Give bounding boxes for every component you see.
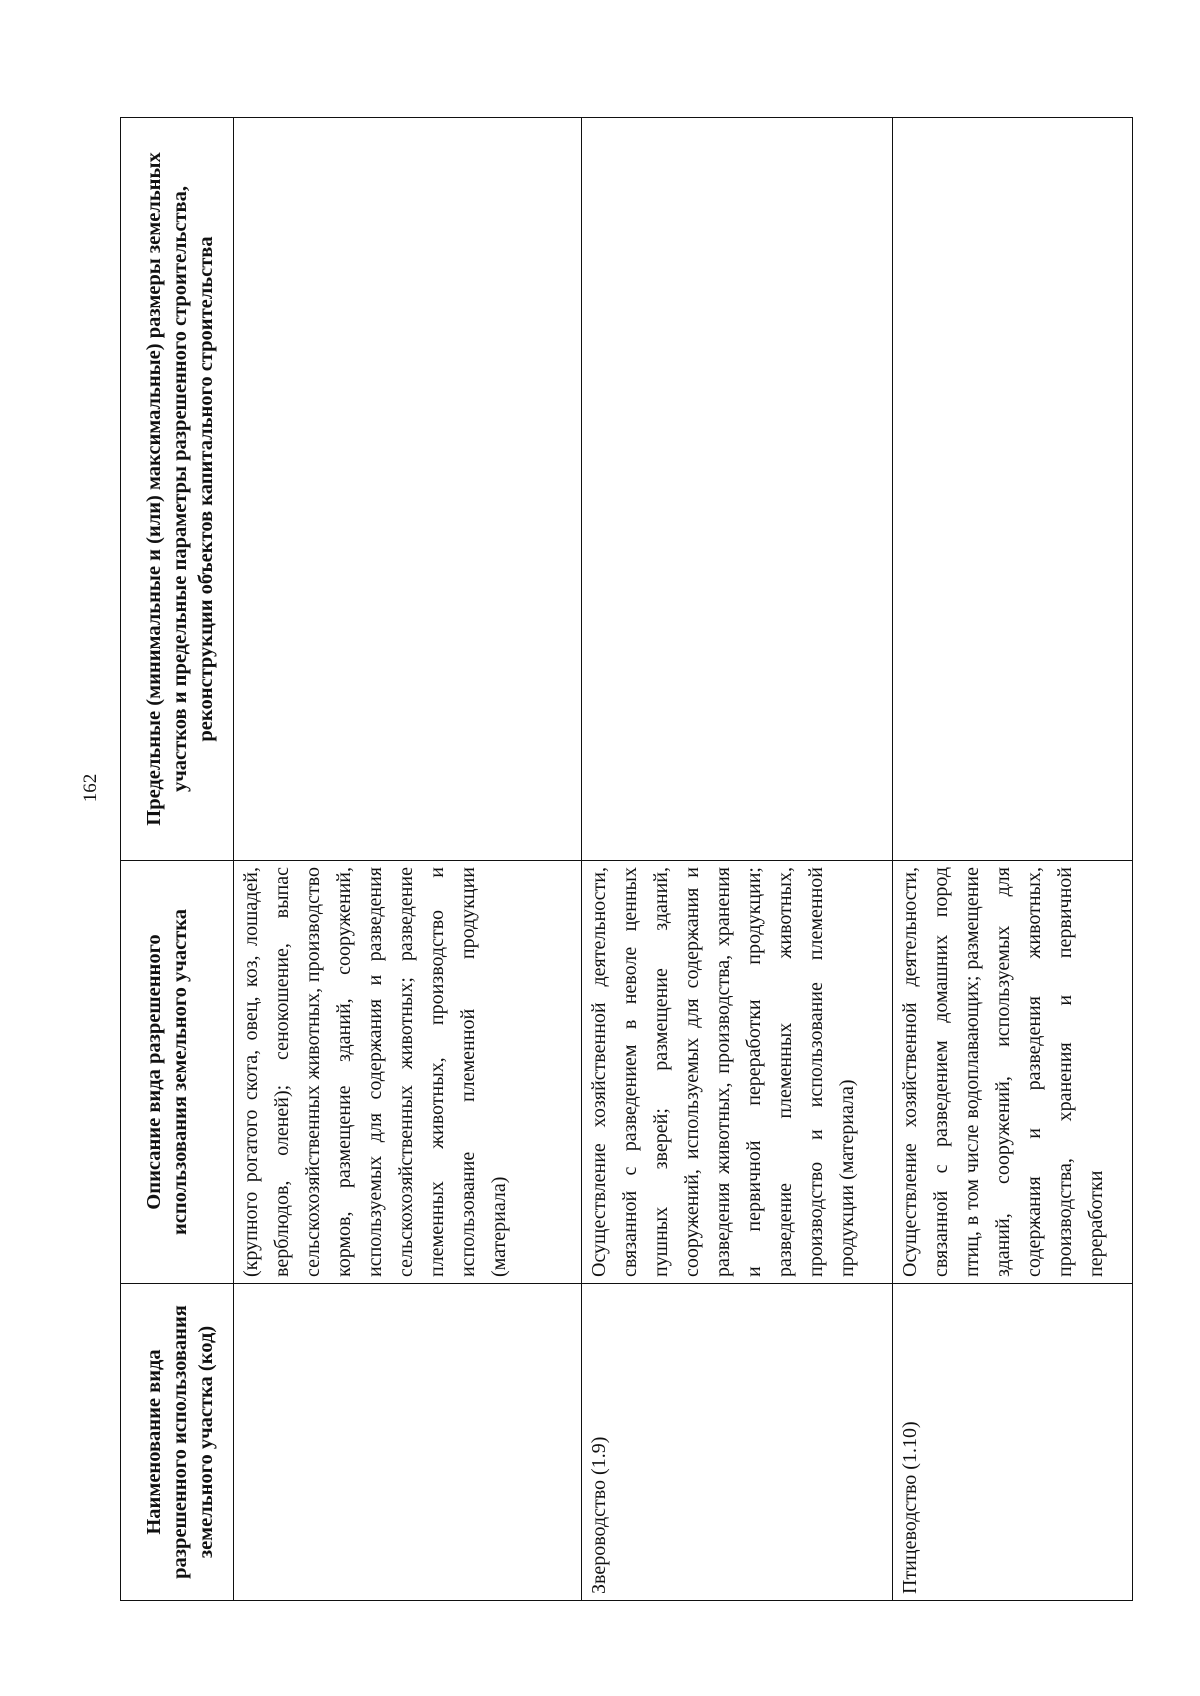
header-use-type-description: Описание вида разрешенного использования земельного участка: [121, 861, 234, 1284]
use-type-name-cell: Птицеводство (1.10): [893, 1284, 1133, 1601]
table-row: [234, 118, 582, 1601]
use-type-description-cell: (крупного рогатого скота, овец, коз, лошадей, верблюдов, оленей); сенокошение, выпас сельскохозяйственных животных, производство кормов, размещение зданий, сооружений, используемых для содержания и разведения сельскохозяйственных животных; разведение племенных животных, производство и использование племенной продукции (материала): [234, 861, 582, 1284]
land-use-table: [120, 117, 1133, 1601]
use-type-description-cell: Осуществление хозяйственной деятельности, связанной с разведением в неволе ценных пушных зверей; размещение зданий, сооружений, используемых для содержания и разведения животных, производства, хранения и первичной переработки продукции; разведение племенных животных, производство и использование племенной продукции (материала): [582, 861, 893, 1284]
use-type-description-cell: Осуществление хозяйственной деятельности, связанной с разведением домашних пород птиц, в том числе водоплавающих; размещение зданий, сооружений, используемых для содержания и разведения животных, производства, хранения и первичной переработки: [893, 861, 1133, 1284]
limit-parameters-cell: [582, 118, 893, 861]
table-header-row: [121, 118, 234, 1601]
table-row: [582, 118, 893, 1601]
use-type-name-cell: Звероводство (1.9): [582, 1284, 893, 1601]
limit-parameters-cell: [893, 118, 1133, 861]
use-type-name-cell: [234, 1284, 582, 1601]
header-use-type-name: Наименование вида разрешенного использования земельного участка (код): [121, 1284, 234, 1601]
header-limit-parameters: Предельные (минимальные и (или) максимальные) размеры земельных участков и предельные параметры разрешенного строительства, реконструкции объектов капитального строительства: [121, 118, 234, 861]
page-number: 162: [80, 773, 101, 803]
table-row: [893, 118, 1133, 1601]
limit-parameters-cell: [234, 118, 582, 861]
